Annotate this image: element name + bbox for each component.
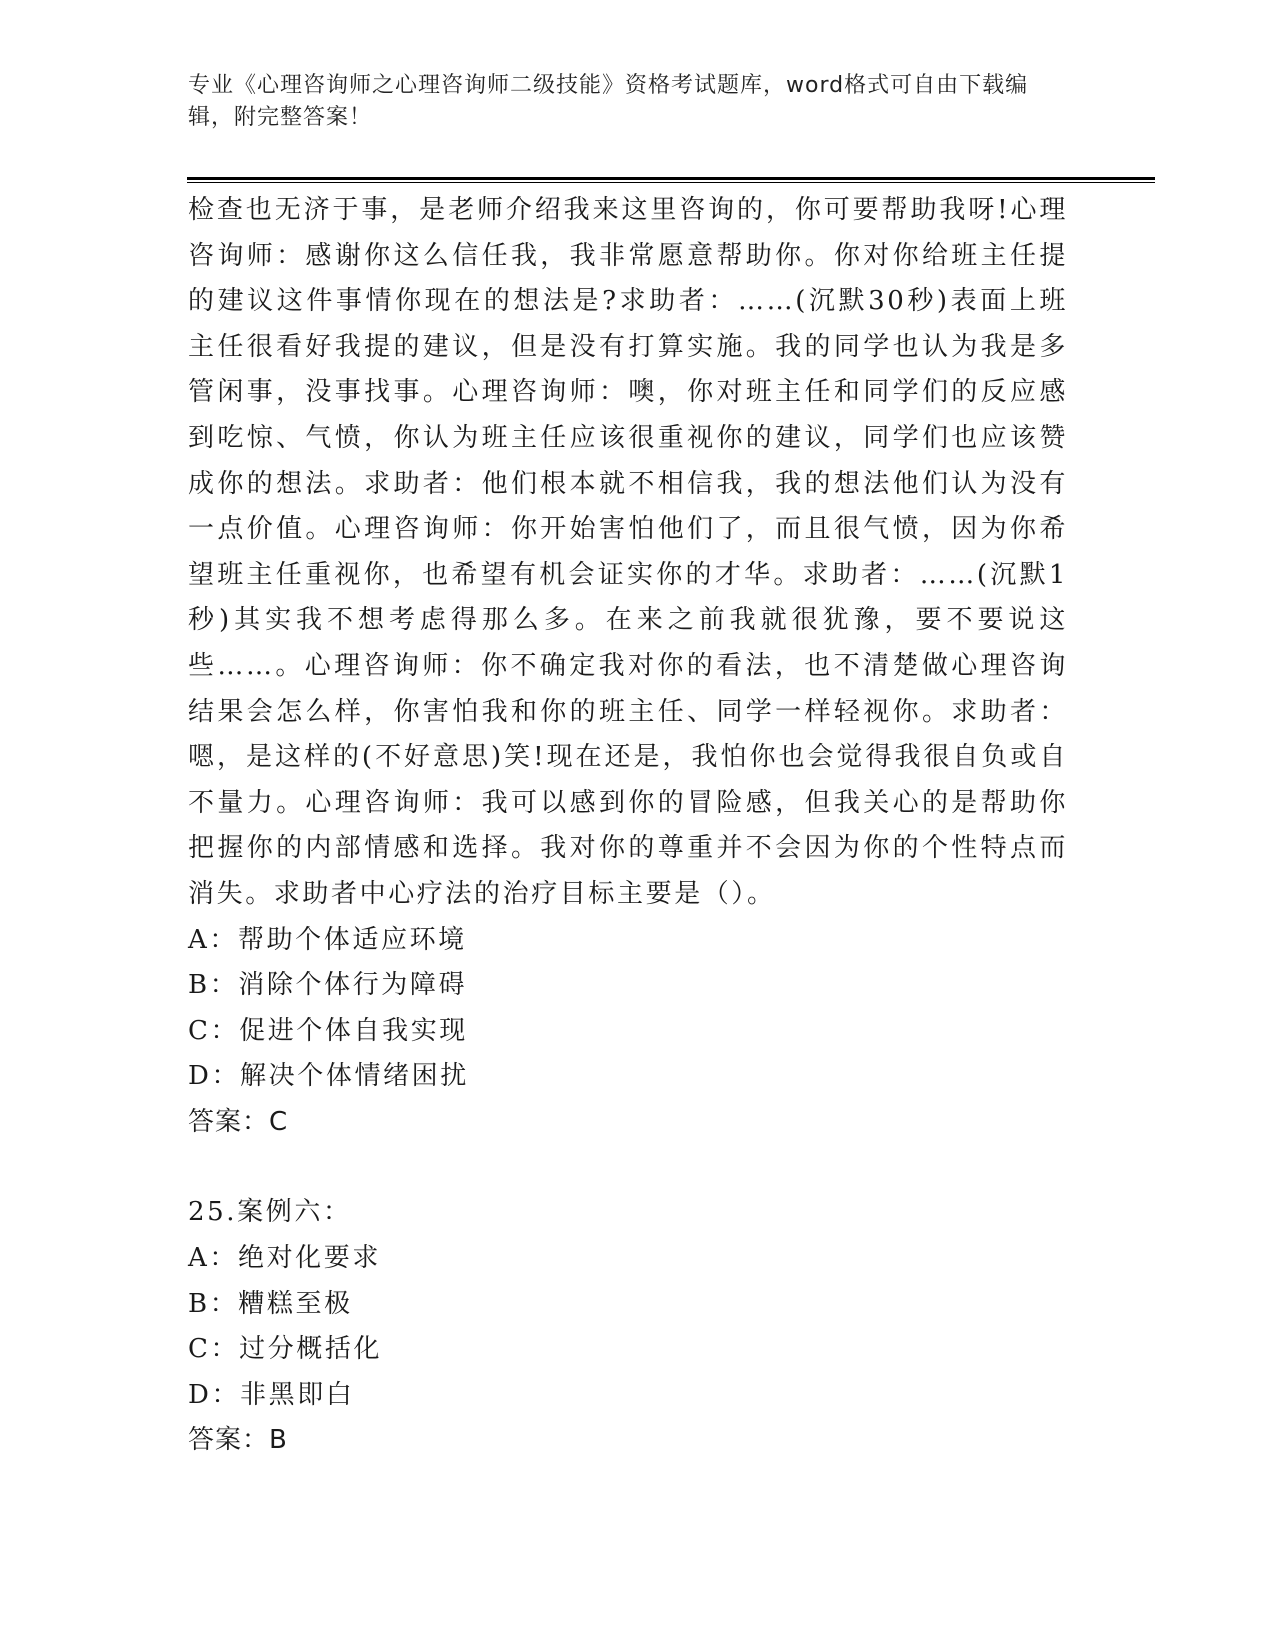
- answer: 答案：C: [188, 1106, 289, 1137]
- question-passage: 检查也无济于事，是老师介绍我来这里咨询的，你可要帮助我呀!心理咨询师：感谢你这么信任我，我非常愿意帮助你。你对你给班主任提的建议这件事情你现在的想法是?求助者：……(沉默30秒)表面上班主任很看好我提的建议，但是没有打算实施。我的同学也认为我是多管闲事，没事找事。心理咨询师：噢，你对班主任和同学们的反应感到吃惊、气愤，你认为班主任应该很重视你的建议，同学们也应该赞成你的想法。求助者：他们根本就不相信我，我的想法他们认为没有一点价值。心理咨询师：你开始害怕他们了，而且很气愤，因为你希望班主任重视你，也希望有机会证实你的才华。求助者：……(沉默1秒)其实我不想考虑得那么多。在来之前我就很犹豫，要不要说这些……。心理咨询师：你不确定我对你的看法，也不清楚做心理咨询结果会怎么样，你害怕我和你的班主任、同学一样轻视你。求助者：嗯，是这样的(不好意思)笑!现在还是，我怕你也会觉得我很自负或自不量力。心理咨询师：我可以感到你的冒险感，但我关心的是帮助你把握你的内部情感和选择。我对你的尊重并不会因为你的个性特点而消失。求助者中心疗法的治疗目标主要是（）。: [188, 195, 1068, 909]
- document-body: [188, 188, 1068, 1464]
- answer: 答案：B: [188, 1425, 288, 1456]
- option-c: C：促进个体自我实现: [188, 1015, 468, 1046]
- option-d: D：非黑即白: [188, 1379, 355, 1410]
- question-25: [188, 1190, 1068, 1464]
- option-a: A：帮助个体适应环境: [188, 924, 467, 955]
- question-title: 25.案例六：: [188, 1197, 352, 1228]
- page-header: 专业《心理咨询师之心理咨询师二级技能》资格考试题库，word格式可自由下载编辑，附完整答案！: [188, 73, 1029, 130]
- header-rule-thick: [187, 177, 1155, 180]
- question-24: [188, 188, 1068, 1145]
- option-d: D：解决个体情绪困扰: [188, 1061, 469, 1092]
- option-b: B：糟糕至极: [188, 1288, 353, 1319]
- option-a: A：绝对化要求: [188, 1243, 381, 1274]
- option-b: B：消除个体行为障碍: [188, 970, 468, 1001]
- header-rule-thin: [187, 182, 1155, 183]
- option-c: C：过分概括化: [188, 1334, 383, 1365]
